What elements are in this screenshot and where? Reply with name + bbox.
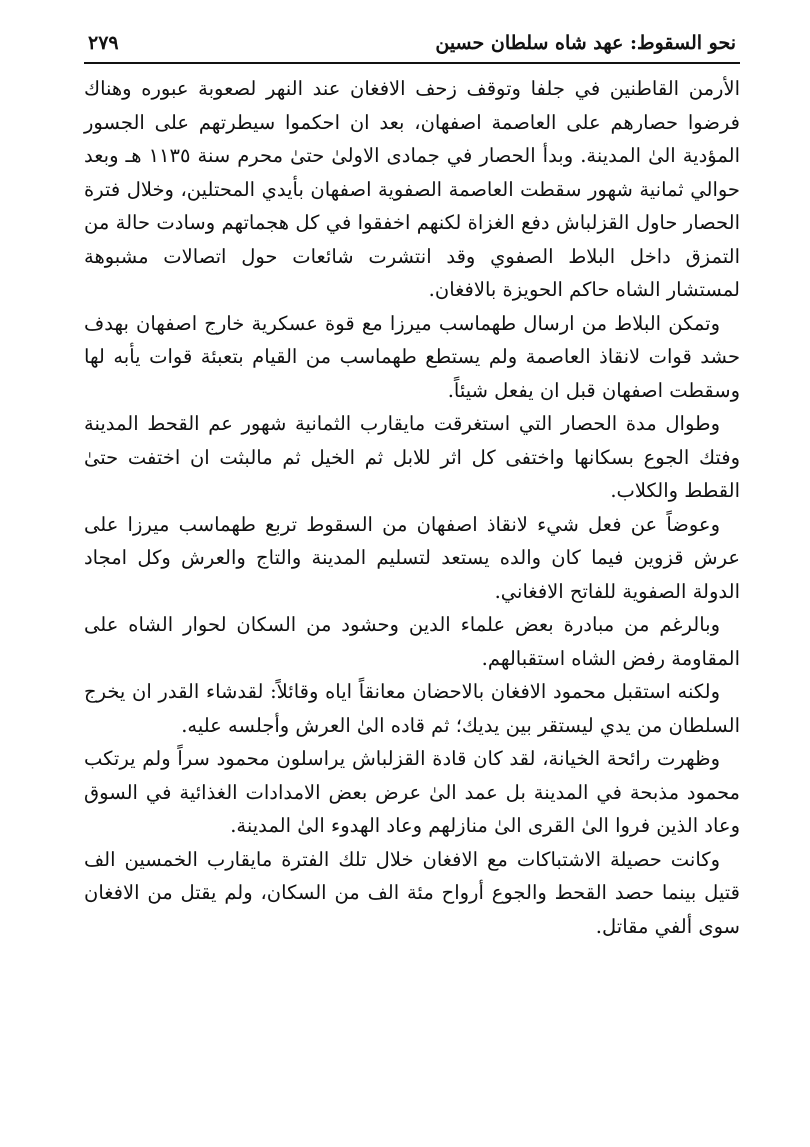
paragraph: ولكنه استقبل محمود الافغان بالاحضان معانقاً اياه وقائلاً: لقدشاء القدر ان يخرج السلطان من يدي ليستقر بين يديك؛ ثم قاده الىٰ العرش وأجلسه عليه.	[84, 680, 740, 737]
paragraph: وعوضاً عن فعل شيء لانقاذ اصفهان من السقوط تربع طهماسب ميرزا على عرش قزوين فيما كان والده يستعد لتسليم المدينة والتاج والعرش وكل امجاد الدولة الصفوية للفاتح الافغاني.	[84, 512, 740, 603]
running-header-title: نحو السقوط: عهد شاه سلطان حسين	[435, 32, 736, 54]
running-header	[88, 26, 736, 60]
page-number: ٢٧٩	[88, 32, 119, 54]
paragraph: وبالرغم من مبادرة بعض علماء الدين وحشود من السكان لحوار الشاه على المقاومة رفض الشاه استقبالهم.	[84, 613, 740, 670]
paragraph: وتمكن البلاط من ارسال طهماسب ميرزا مع قوة عسكرية خارج اصفهان بهدف حشد قوات لانقاذ العاصمة ولم يستطع طهماسب من القيام بتعبئة قوات يأبه لها وسقطت اصفهان قبل ان يفعل شيئاً.	[84, 311, 740, 402]
paragraph: وكانت حصيلة الاشتباكات مع الافغان خلال تلك الفترة مايقارب الخمسين الف قتيل بينما حصد القحط والجوع أرواح مئة الف من السكان، ولم يقتل من الافغان سوى ألفي مقاتل.	[84, 847, 740, 938]
body-text	[84, 72, 740, 943]
paragraph: وطوال مدة الحصار التي استغرقت مايقارب الثمانية شهور عم القحط المدينة وفتك الجوع بسكانها واختفى كل اثر للابل ثم الخيل ثم مالبثت ان اختفت حتىٰ القطط والكلاب.	[84, 412, 740, 502]
header-divider	[84, 62, 740, 64]
paragraph: وظهرت رائحة الخيانة، لقد كان قادة القزلباش يراسلون محمود سراً ولم يرتكب محمود مذبحة في المدينة بل عمد الىٰ عرض بعض الامدادات الغذائية في السوق وعاد الذين فروا الىٰ القرى الىٰ منازلهم وعاد الهدوء الىٰ المدينة.	[84, 747, 740, 837]
paragraph: الأرمن القاطنين في جلفا وتوقف زحف الافغان عند النهر لصعوبة عبوره وهناك فرضوا حصارهم على العاصمة اصفهان، بعد ان احكموا سيطرتهم على الجسور المؤدية الىٰ المدينة. وبدأ الحصار في جمادى الاولىٰ حتىٰ محرم سنة ١١٣٥ هـ وبعد حوالي ثمانية شهور سقطت العاصمة الصفوية اصفهان بأيدي المحتلين، وخلال فترة الحصار حاول القزلباش دفع الغزاة لكنهم اخفقوا في كل هجماتهم وسادت حالة من التمزق داخل البلاط الصفوي وقد انتشرت شائعات حول اتصالات مشبوهة لمستشار الشاه حاكم الحويزة بالافغان.	[84, 77, 740, 301]
